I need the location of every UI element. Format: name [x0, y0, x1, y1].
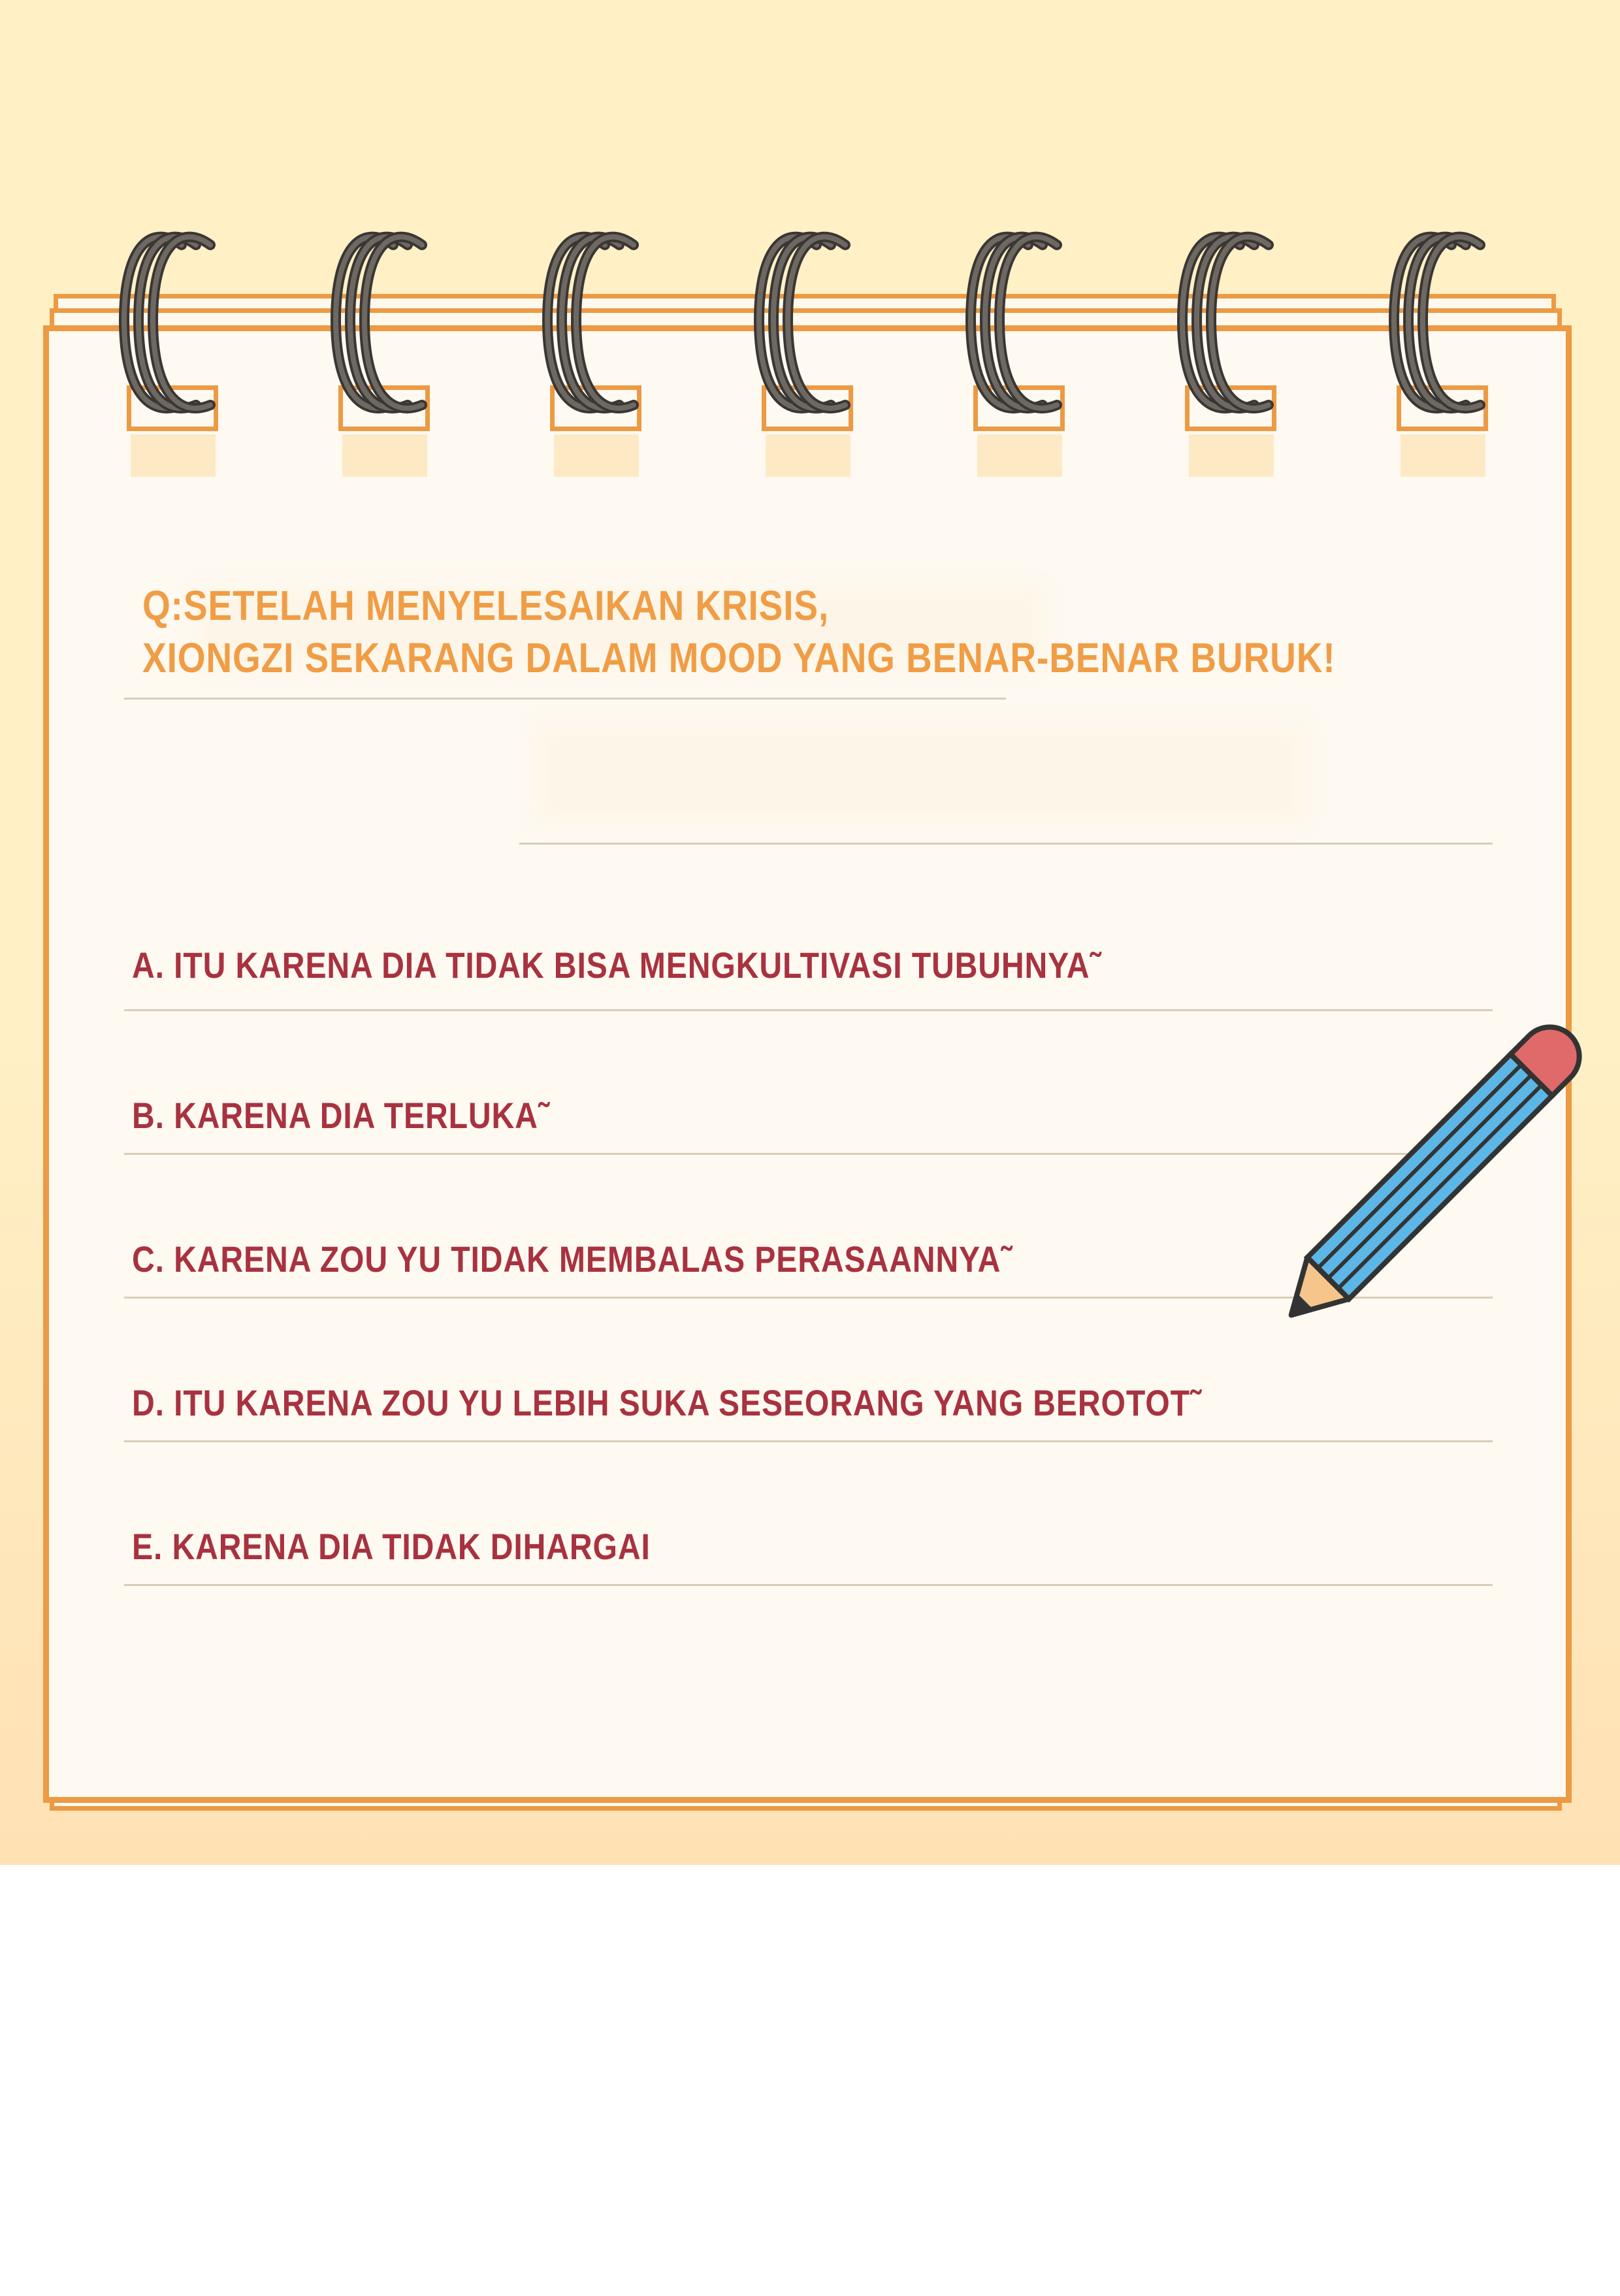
option-d[interactable]: D. ITU KARENA ZOU YU LEBIH SUKA SESEORANG YANG BEROTOT˜ [132, 1382, 1201, 1423]
spiral-ring-icon [971, 237, 1057, 408]
spiral-ring-icon [124, 237, 210, 408]
faded-highlight [536, 725, 1306, 823]
ruled-line [519, 843, 1493, 845]
ruled-line [124, 698, 1006, 700]
spiral-ring-icon [1182, 237, 1269, 408]
option-b[interactable]: B. KARENA DIA TERLUKA˜ [132, 1095, 549, 1136]
option-e[interactable]: E. KARENA DIA TIDAK DIHARGAI [132, 1526, 651, 1567]
pencil-icon [1280, 993, 1607, 1333]
spiral-ring-icon [336, 237, 422, 408]
option-a[interactable]: A. ITU KARENA DIA TIDAK BISA MENGKULTIVASI TUBUHNYA˜ [132, 945, 1101, 986]
spiral-ring-icon [1394, 237, 1480, 408]
option-c[interactable]: C. KARENA ZOU YU TIDAK MEMBALAS PERASAANNYA˜ [132, 1238, 1012, 1280]
ruled-line [124, 1584, 1493, 1586]
spiral-binding [0, 0, 1620, 496]
question-line-1: Q:SETELAH MENYELESAIKAN KRISIS, [142, 582, 830, 629]
spiral-ring-icon [759, 237, 845, 408]
ruled-line [124, 1440, 1493, 1442]
spiral-ring-icon [547, 237, 634, 408]
question-line-2: XIONGZI SEKARANG DALAM MOOD YANG BENAR-BENAR BURUK! [142, 634, 1336, 681]
